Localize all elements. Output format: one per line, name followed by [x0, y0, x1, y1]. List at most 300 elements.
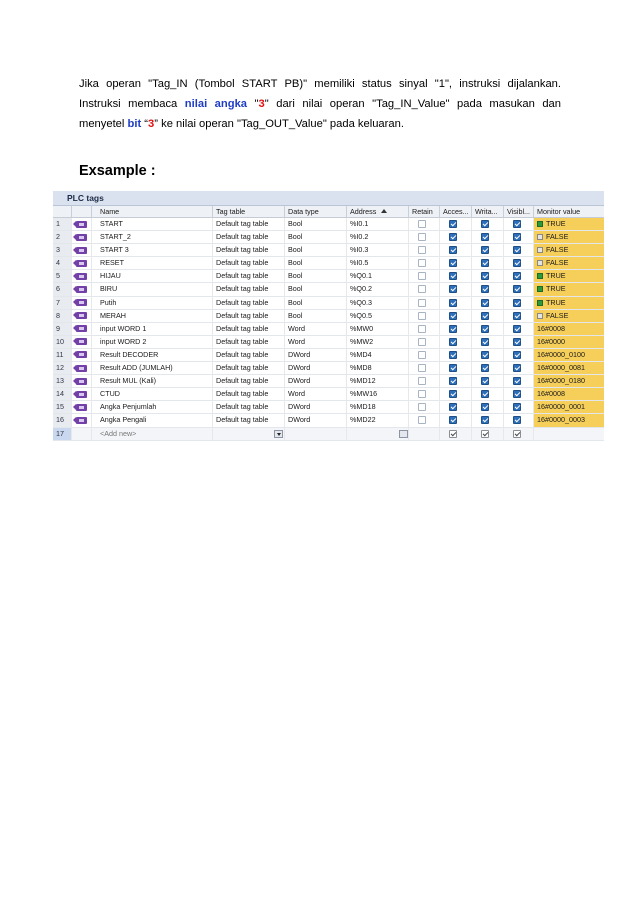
tag-icon	[76, 325, 87, 332]
accessible-checkbox[interactable]	[449, 285, 457, 293]
retain-checkbox[interactable]	[418, 272, 426, 280]
data-type[interactable]: Word	[285, 336, 347, 348]
accessible-cell[interactable]	[440, 244, 472, 256]
monitor-value	[534, 414, 604, 426]
tag-table[interactable]: Default tag table	[213, 218, 285, 230]
accessible-cell[interactable]	[440, 310, 472, 322]
accessible-checkbox[interactable]	[449, 416, 457, 424]
table-row[interactable]	[53, 283, 604, 296]
monitor-value	[534, 349, 604, 361]
example-heading: Exsample :	[79, 163, 156, 179]
visible-cell[interactable]	[504, 244, 534, 256]
header-monitor-value[interactable]: Monitor value	[534, 206, 604, 217]
row-number: 17	[53, 428, 72, 440]
accessible-cell[interactable]	[440, 218, 472, 230]
retain-checkbox[interactable]	[418, 403, 426, 411]
tag-icon	[76, 312, 87, 319]
retain-cell[interactable]	[409, 362, 440, 374]
accessible-checkbox[interactable]	[449, 233, 457, 241]
data-type[interactable]: Bool	[285, 257, 347, 269]
retain-cell[interactable]	[409, 218, 440, 230]
retain-checkbox[interactable]	[418, 299, 426, 307]
monitor-value-text: 16#0000_0100	[537, 349, 585, 359]
accessible-cell[interactable]	[440, 297, 472, 309]
writable-checkbox[interactable]	[481, 364, 489, 372]
table-row[interactable]	[53, 401, 604, 414]
monitor-value-text: 16#0008	[537, 323, 565, 333]
add-new-input[interactable]: <Add new>	[92, 428, 213, 440]
address[interactable]: %MW2	[347, 336, 409, 348]
writable-cell[interactable]	[472, 270, 504, 282]
retain-checkbox[interactable]	[418, 285, 426, 293]
retain-cell[interactable]	[409, 375, 440, 387]
visible-checkbox[interactable]	[513, 416, 521, 424]
writable-checkbox[interactable]	[481, 220, 489, 228]
tag-name[interactable]: input WORD 1	[92, 323, 213, 335]
header-name[interactable]: Name	[92, 206, 213, 217]
data-type[interactable]: DWord	[285, 349, 347, 361]
table-row[interactable]	[53, 336, 604, 349]
retain-cell[interactable]	[409, 297, 440, 309]
retain-checkbox[interactable]	[418, 220, 426, 228]
writable-checkbox[interactable]	[481, 285, 489, 293]
tag-name[interactable]: Result DECODER	[92, 349, 213, 361]
accessible-cell[interactable]	[440, 349, 472, 361]
retain-cell[interactable]	[409, 231, 440, 243]
tag-table[interactable]: Default tag table	[213, 323, 285, 335]
description-paragraph	[79, 74, 561, 134]
tag-name[interactable]: START 3	[92, 244, 213, 256]
paragraph-line-3: menyetel bit “3” ke nilai operan "Tag_OUT_Value" pada keluaran.	[79, 118, 404, 130]
tag-name[interactable]: Result ADD (JUMLAH)	[92, 362, 213, 374]
tag-icon	[76, 351, 87, 358]
monitor-value-text: FALSE	[546, 245, 569, 255]
address[interactable]: %I0.5	[347, 257, 409, 269]
monitor-value	[534, 323, 604, 335]
table-row[interactable]	[53, 323, 604, 336]
retain-checkbox[interactable]	[418, 351, 426, 359]
visible-checkbox[interactable]	[513, 272, 521, 280]
tag-icon-cell	[72, 310, 92, 322]
writable-checkbox[interactable]	[481, 312, 489, 320]
visible-checkbox[interactable]	[513, 430, 521, 438]
writable-cell[interactable]	[472, 323, 504, 335]
visible-cell[interactable]	[504, 283, 534, 295]
tag-table[interactable]: Default tag table	[213, 297, 285, 309]
writable-cell[interactable]	[472, 283, 504, 295]
visible-checkbox[interactable]	[513, 351, 521, 359]
visible-checkbox[interactable]	[513, 233, 521, 241]
header-data-type[interactable]: Data type	[285, 206, 347, 217]
tag-icon-cell	[72, 388, 92, 400]
address[interactable]: %MD8	[347, 362, 409, 374]
tag-name[interactable]: Angka Penjumlah	[92, 401, 213, 413]
visible-checkbox[interactable]	[513, 338, 521, 346]
table-row[interactable]	[53, 257, 604, 270]
visible-checkbox[interactable]	[513, 246, 521, 254]
accessible-cell[interactable]	[440, 362, 472, 374]
accessible-checkbox[interactable]	[449, 377, 457, 385]
data-type-cell[interactable]	[285, 428, 347, 440]
true-state-icon	[537, 221, 543, 227]
retain-cell[interactable]	[409, 270, 440, 282]
data-type[interactable]: Bool	[285, 231, 347, 243]
tag-icon-cell	[72, 414, 92, 426]
table-row[interactable]	[53, 362, 604, 375]
accessible-cell[interactable]	[440, 257, 472, 269]
writable-cell[interactable]	[472, 349, 504, 361]
tag-icon	[76, 299, 87, 306]
tag-table[interactable]: Default tag table	[213, 336, 285, 348]
monitor-value	[534, 231, 604, 243]
address[interactable]: %Q0.2	[347, 283, 409, 295]
tag-name[interactable]: CTUD	[92, 388, 213, 400]
address[interactable]: %MD4	[347, 349, 409, 361]
writable-checkbox[interactable]	[481, 377, 489, 385]
visible-cell[interactable]	[504, 388, 534, 400]
address[interactable]: %I0.1	[347, 218, 409, 230]
address[interactable]: %MW16	[347, 388, 409, 400]
address[interactable]: %MD12	[347, 375, 409, 387]
writable-checkbox[interactable]	[481, 299, 489, 307]
visible-cell[interactable]	[504, 336, 534, 348]
retain-cell[interactable]	[409, 283, 440, 295]
monitor-value-text: TRUE	[546, 271, 566, 281]
writable-cell[interactable]	[472, 310, 504, 322]
accessible-cell[interactable]	[440, 401, 472, 413]
table-header	[53, 206, 604, 218]
accessible-cell[interactable]	[440, 323, 472, 335]
highlight-bit: bit	[127, 118, 142, 130]
add-new-row[interactable]	[53, 428, 604, 441]
data-type[interactable]: Bool	[285, 310, 347, 322]
tag-name[interactable]: RESET	[92, 257, 213, 269]
data-type[interactable]: Word	[285, 388, 347, 400]
writable-checkbox[interactable]	[481, 259, 489, 267]
retain-cell[interactable]	[409, 244, 440, 256]
writable-checkbox[interactable]	[481, 390, 489, 398]
writable-checkbox[interactable]	[481, 430, 489, 438]
monitor-value-text: FALSE	[546, 232, 569, 242]
writable-checkbox[interactable]	[481, 325, 489, 333]
address[interactable]: %Q0.5	[347, 310, 409, 322]
writable-cell[interactable]	[472, 231, 504, 243]
writable-cell[interactable]	[472, 362, 504, 374]
tag-name[interactable]: input WORD 2	[92, 336, 213, 348]
visible-checkbox[interactable]	[513, 299, 521, 307]
tag-table[interactable]: Default tag table	[213, 310, 285, 322]
monitor-value	[534, 270, 604, 282]
accessible-cell[interactable]	[440, 336, 472, 348]
tag-icon-cell	[72, 349, 92, 361]
tag-table[interactable]: Default tag table	[213, 414, 285, 426]
retain-cell[interactable]	[409, 388, 440, 400]
writable-checkbox[interactable]	[481, 233, 489, 241]
accessible-cell[interactable]	[440, 231, 472, 243]
visible-checkbox[interactable]	[513, 325, 521, 333]
retain-checkbox[interactable]	[418, 233, 426, 241]
accessible-checkbox[interactable]	[449, 246, 457, 254]
window-title: PLC tags	[53, 191, 604, 206]
monitor-value	[534, 375, 604, 387]
row-number: 16	[53, 414, 72, 426]
table-row[interactable]	[53, 375, 604, 388]
tag-table[interactable]: Default tag table	[213, 401, 285, 413]
writable-checkbox[interactable]	[481, 338, 489, 346]
retain-cell[interactable]	[409, 310, 440, 322]
accessible-cell[interactable]	[440, 388, 472, 400]
accessible-checkbox[interactable]	[449, 364, 457, 372]
accessible-checkbox[interactable]	[449, 338, 457, 346]
monitor-value-text: 16#0000_0001	[537, 402, 585, 412]
row-number: 5	[53, 270, 72, 282]
visible-cell[interactable]	[504, 297, 534, 309]
table-row[interactable]	[53, 310, 604, 323]
table-row[interactable]	[53, 297, 604, 310]
writable-checkbox[interactable]	[481, 403, 489, 411]
empty-icon-cell	[72, 428, 92, 440]
accessible-checkbox[interactable]	[449, 325, 457, 333]
data-type[interactable]: Word	[285, 323, 347, 335]
accessible-checkbox[interactable]	[449, 220, 457, 228]
visible-cell[interactable]	[504, 349, 534, 361]
writable-cell[interactable]	[472, 414, 504, 426]
data-type[interactable]: DWord	[285, 401, 347, 413]
tag-icon-cell	[72, 375, 92, 387]
writable-checkbox[interactable]	[481, 246, 489, 254]
plc-tags-window	[53, 191, 604, 438]
writable-cell[interactable]	[472, 218, 504, 230]
tag-table[interactable]: Default tag table	[213, 375, 285, 387]
address-cell[interactable]	[347, 428, 409, 440]
row-number: 14	[53, 388, 72, 400]
row-number: 3	[53, 244, 72, 256]
table-row[interactable]	[53, 349, 604, 362]
retain-checkbox[interactable]	[418, 338, 426, 346]
writable-cell[interactable]	[472, 336, 504, 348]
tag-name[interactable]: START_2	[92, 231, 213, 243]
data-type[interactable]: DWord	[285, 375, 347, 387]
tag-table[interactable]: Default tag table	[213, 244, 285, 256]
header-tag-table[interactable]: Tag table	[213, 206, 285, 217]
visible-cell[interactable]	[504, 218, 534, 230]
tag-name[interactable]: Angka Pengali	[92, 414, 213, 426]
tag-name[interactable]: Result MUL (Kali)	[92, 375, 213, 387]
visible-checkbox[interactable]	[513, 377, 521, 385]
tag-table[interactable]: Default tag table	[213, 231, 285, 243]
visible-cell[interactable]	[504, 323, 534, 335]
writable-cell[interactable]	[472, 244, 504, 256]
writable-cell[interactable]	[472, 401, 504, 413]
retain-cell[interactable]	[409, 336, 440, 348]
accessible-checkbox[interactable]	[449, 299, 457, 307]
monitor-value	[534, 362, 604, 374]
retain-checkbox[interactable]	[418, 325, 426, 333]
monitor-value	[534, 336, 604, 348]
highlight-number: 3	[258, 98, 265, 110]
retain-checkbox[interactable]	[418, 390, 426, 398]
header-accessible[interactable]: Acces...	[440, 206, 472, 217]
writable-checkbox[interactable]	[481, 351, 489, 359]
tag-icon-cell	[72, 270, 92, 282]
retain-cell[interactable]	[409, 257, 440, 269]
row-number: 8	[53, 310, 72, 322]
visible-cell[interactable]	[504, 257, 534, 269]
visible-cell[interactable]	[504, 414, 534, 426]
row-number: 12	[53, 362, 72, 374]
monitor-value	[534, 257, 604, 269]
row-number: 9	[53, 323, 72, 335]
accessible-checkbox[interactable]	[449, 312, 457, 320]
accessible-checkbox[interactable]	[449, 430, 457, 438]
tag-icon-cell	[72, 257, 92, 269]
retain-cell[interactable]	[409, 414, 440, 426]
tag-icon-cell	[72, 401, 92, 413]
data-type[interactable]: DWord	[285, 414, 347, 426]
retain-checkbox[interactable]	[418, 246, 426, 254]
data-type[interactable]: Bool	[285, 218, 347, 230]
monitor-value-text: FALSE	[546, 310, 569, 320]
table-row[interactable]	[53, 218, 604, 231]
table-row[interactable]	[53, 231, 604, 244]
monitor-value	[534, 297, 604, 309]
tag-icon	[76, 221, 87, 228]
tag-table[interactable]: Default tag table	[213, 257, 285, 269]
false-state-icon	[537, 234, 543, 240]
visible-checkbox[interactable]	[513, 259, 521, 267]
tag-name[interactable]: Putih	[92, 297, 213, 309]
visible-cell[interactable]	[504, 270, 534, 282]
address[interactable]: %I0.3	[347, 244, 409, 256]
accessible-cell[interactable]	[440, 375, 472, 387]
tag-icon-cell	[72, 362, 92, 374]
visible-cell[interactable]	[504, 231, 534, 243]
writable-cell[interactable]	[472, 257, 504, 269]
accessible-checkbox[interactable]	[449, 272, 457, 280]
retain-checkbox[interactable]	[418, 259, 426, 267]
accessible-checkbox[interactable]	[449, 351, 457, 359]
header-visible[interactable]: Visibl...	[504, 206, 534, 217]
highlight-nilai-angka: nilai angka	[184, 98, 248, 110]
accessible-cell[interactable]	[440, 414, 472, 426]
data-type[interactable]: DWord	[285, 362, 347, 374]
tag-name[interactable]: MERAH	[92, 310, 213, 322]
visible-cell[interactable]	[504, 375, 534, 387]
row-number: 10	[53, 336, 72, 348]
accessible-checkbox[interactable]	[449, 259, 457, 267]
address[interactable]: %MD22	[347, 414, 409, 426]
retain-checkbox[interactable]	[418, 312, 426, 320]
accessible-checkbox[interactable]	[449, 390, 457, 398]
retain-checkbox[interactable]	[418, 416, 426, 424]
address[interactable]: %Q0.1	[347, 270, 409, 282]
data-type[interactable]: Bool	[285, 270, 347, 282]
address-browse-icon[interactable]	[399, 430, 408, 438]
table-row[interactable]	[53, 244, 604, 257]
retain-cell[interactable]	[409, 401, 440, 413]
table-row[interactable]	[53, 414, 604, 427]
header-writable[interactable]: Writa...	[472, 206, 504, 217]
address[interactable]: %I0.2	[347, 231, 409, 243]
retain-checkbox[interactable]	[418, 364, 426, 372]
tag-name[interactable]: HIJAU	[92, 270, 213, 282]
address[interactable]: %MD18	[347, 401, 409, 413]
tag-name[interactable]: BIRU	[92, 283, 213, 295]
visible-checkbox[interactable]	[513, 403, 521, 411]
tag-table-dropdown-cell[interactable]	[213, 428, 285, 440]
tag-table[interactable]: Default tag table	[213, 349, 285, 361]
visible-cell[interactable]	[504, 362, 534, 374]
retain-checkbox[interactable]	[418, 377, 426, 385]
tag-icon	[76, 247, 87, 254]
table-row[interactable]	[53, 270, 604, 283]
highlight-bit-number: 3	[148, 118, 155, 130]
monitor-value-text: 16#0000	[537, 336, 565, 346]
visible-checkbox[interactable]	[513, 390, 521, 398]
writable-cell[interactable]	[472, 375, 504, 387]
dropdown-arrow-icon[interactable]	[274, 430, 283, 438]
writable-checkbox[interactable]	[481, 272, 489, 280]
tag-table[interactable]: Default tag table	[213, 270, 285, 282]
row-number: 6	[53, 283, 72, 295]
tag-icon-cell	[72, 323, 92, 335]
accessible-checkbox[interactable]	[449, 403, 457, 411]
tag-table[interactable]: Default tag table	[213, 388, 285, 400]
visible-cell[interactable]	[504, 428, 534, 440]
data-type[interactable]: Bool	[285, 283, 347, 295]
visible-checkbox[interactable]	[513, 312, 521, 320]
writable-cell[interactable]	[472, 388, 504, 400]
tag-rows	[53, 218, 604, 428]
address[interactable]: %Q0.3	[347, 297, 409, 309]
monitor-value	[534, 218, 604, 230]
paragraph-line-1: Jika operan "Tag_IN (Tombol START PB)" memiliki status sinyal "1", instruksi dijalankan.	[79, 78, 561, 90]
tag-table[interactable]: Default tag table	[213, 362, 285, 374]
table-row[interactable]	[53, 388, 604, 401]
writable-checkbox[interactable]	[481, 416, 489, 424]
monitor-value-text: TRUE	[546, 297, 566, 307]
tag-icon	[76, 417, 87, 424]
data-type[interactable]: Bool	[285, 297, 347, 309]
writable-cell[interactable]	[472, 297, 504, 309]
retain-cell[interactable]	[409, 349, 440, 361]
row-number: 4	[53, 257, 72, 269]
true-state-icon	[537, 286, 543, 292]
visible-cell[interactable]	[504, 401, 534, 413]
tag-icon	[76, 378, 87, 385]
accessible-cell[interactable]	[440, 283, 472, 295]
tag-icon-cell	[72, 218, 92, 230]
accessible-cell[interactable]	[440, 270, 472, 282]
accessible-cell[interactable]	[440, 428, 472, 440]
monitor-value-text: 16#0008	[537, 389, 565, 399]
address[interactable]: %MW0	[347, 323, 409, 335]
paragraph-line-2: Instruksi membaca nilai angka "3" dari nilai operan "Tag_IN_Value" pada masukan dan	[79, 98, 561, 110]
data-type[interactable]: Bool	[285, 244, 347, 256]
visible-checkbox[interactable]	[513, 285, 521, 293]
visible-checkbox[interactable]	[513, 364, 521, 372]
writable-cell[interactable]	[472, 428, 504, 440]
tag-name[interactable]: START	[92, 218, 213, 230]
visible-checkbox[interactable]	[513, 220, 521, 228]
header-retain[interactable]: Retain	[409, 206, 440, 217]
retain-cell[interactable]	[409, 323, 440, 335]
false-state-icon	[537, 260, 543, 266]
header-address[interactable]: Address	[347, 206, 409, 217]
tag-icon-cell	[72, 297, 92, 309]
visible-cell[interactable]	[504, 310, 534, 322]
tag-table[interactable]: Default tag table	[213, 283, 285, 295]
